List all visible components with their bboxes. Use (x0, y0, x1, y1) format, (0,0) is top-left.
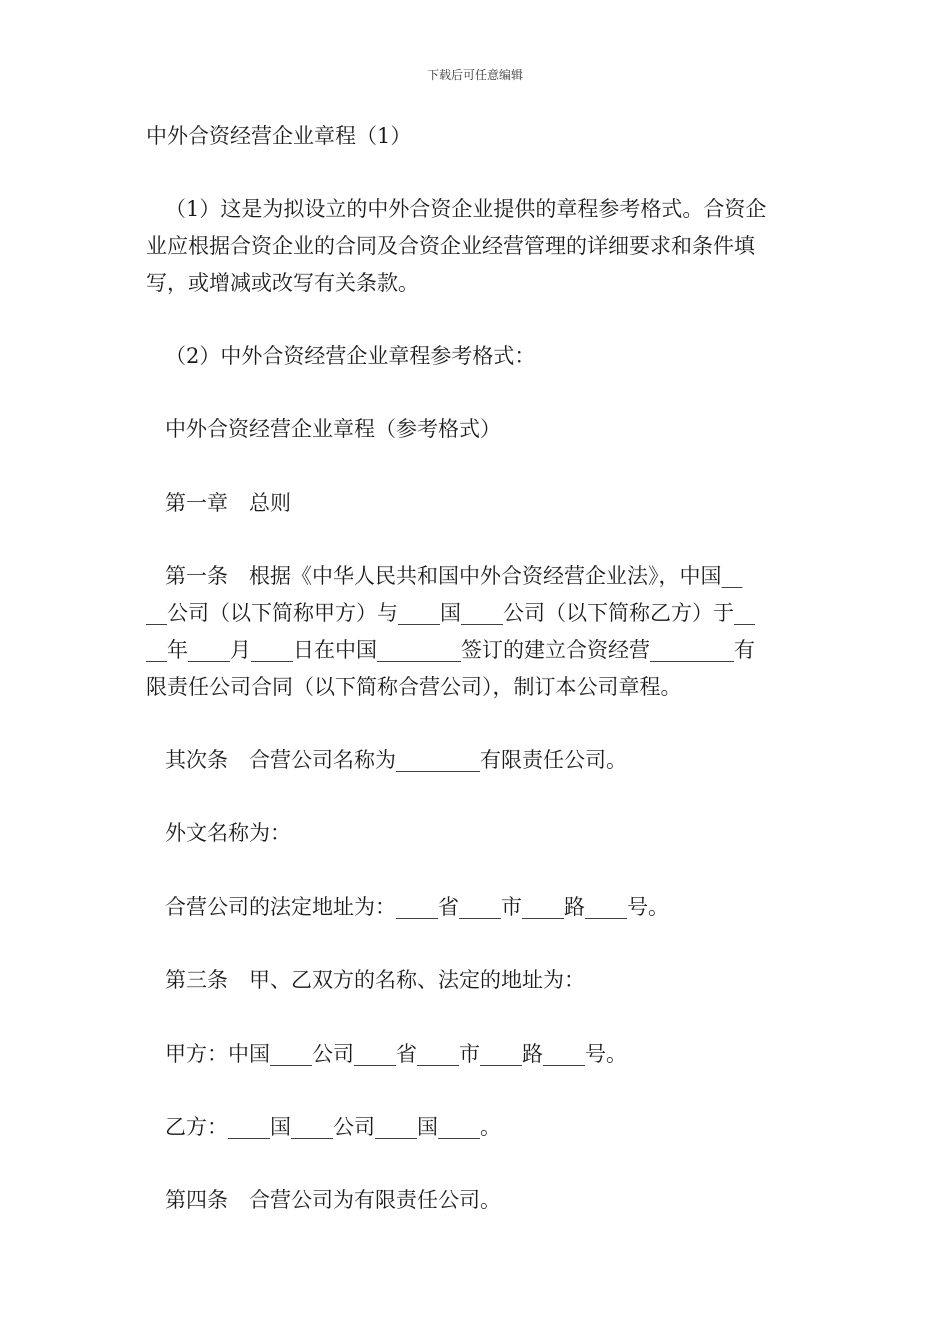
article-3: 第三条 甲、乙双方的名称、法定的地址为： (165, 968, 585, 992)
article-1-line-2: __公司（以下简称甲方）与____国____公司（以下简称乙方）于__ (146, 601, 755, 625)
paragraph-1-line-1: （1）这是为拟设立的中外合资企业提供的章程参考格式。合资企 (165, 197, 767, 221)
paragraph-2: （2）中外合资经营企业章程参考格式： (165, 344, 536, 368)
article-1-line-3: __年____月____日在中国________签订的建立合资经营________有 (146, 638, 755, 662)
charter-subtitle: 中外合资经营企业章程（参考格式） (165, 417, 501, 441)
header-note: 下载后可任意编辑 (426, 68, 523, 82)
chapter-heading: 第一章 总则 (165, 491, 291, 515)
party-b-line: 乙方：____国____公司____国____。 (165, 1115, 501, 1139)
paragraph-1-line-2: 业应根据合资企业的合同及合资企业经营管理的详细要求和条件填 (146, 234, 755, 258)
party-a-line: 甲方：中国____公司____省____市____路____号。 (165, 1042, 627, 1066)
legal-address-line: 合营公司的法定地址为：____省____市____路____号。 (165, 895, 669, 919)
article-1-line-4: 限责任公司合同（以下简称合营公司），制订本公司章程。 (146, 675, 682, 699)
article-2: 其次条 合营公司名称为________有限责任公司。 (165, 748, 627, 772)
document-title: 中外合资经营企业章程（1） (146, 124, 412, 148)
article-1-line-1: 第一条 根据《中华人民共和国中外合资经营企业法》，中国__ (165, 564, 743, 588)
paragraph-1-line-3: 写，或增减或改写有关条款。 (146, 271, 419, 295)
foreign-name-line: 外文名称为： (165, 821, 291, 845)
article-4: 第四条 合营公司为有限责任公司。 (165, 1188, 501, 1212)
